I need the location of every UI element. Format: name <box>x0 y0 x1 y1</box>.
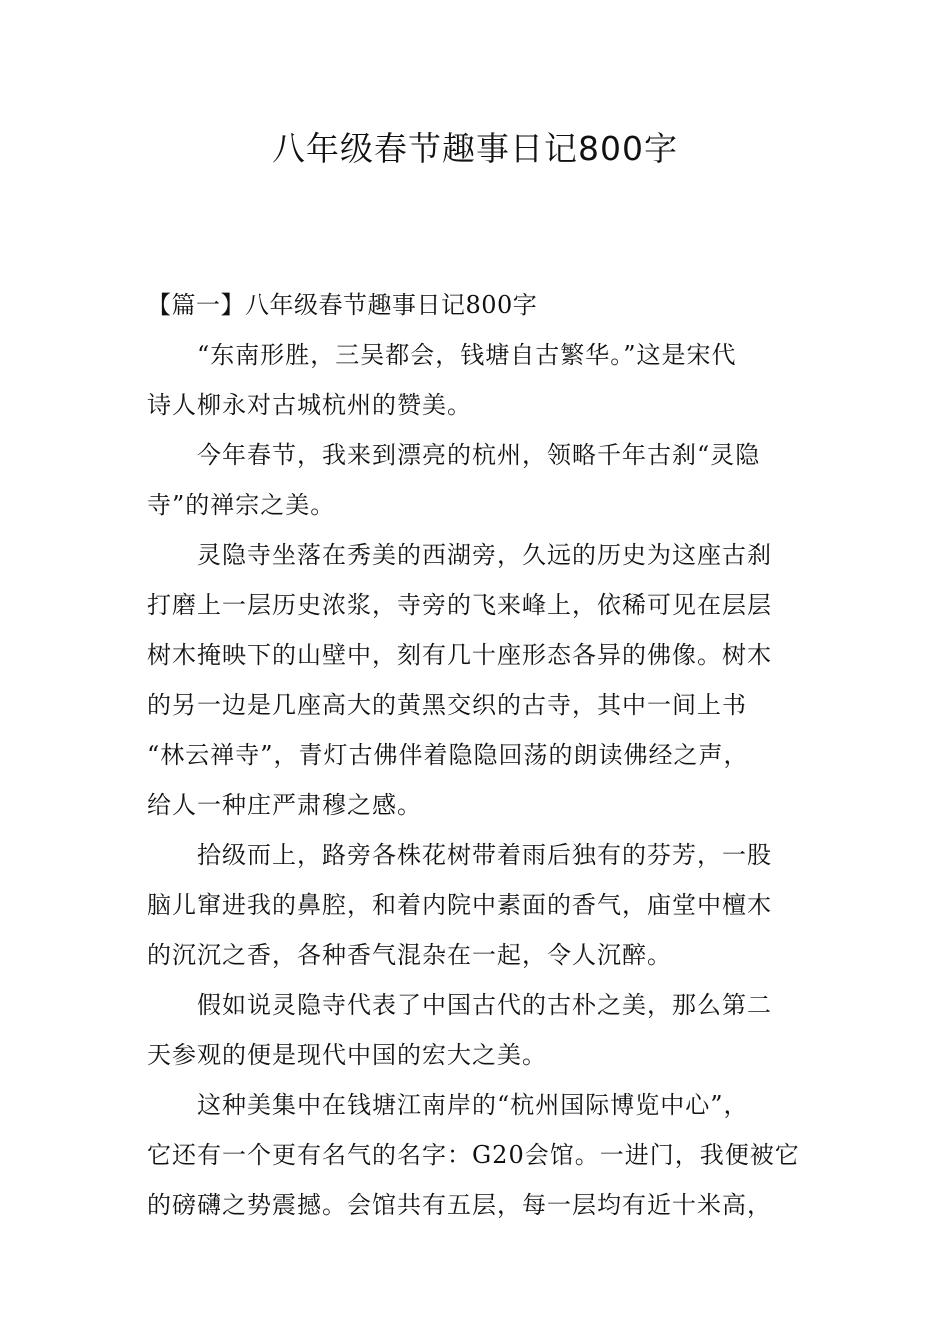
text-line: 树木掩映下的山壁中，刻有几十座形态各异的佛像。树木 <box>147 641 772 669</box>
text-line: 脑儿窜进我的鼻腔，和着内院中素面的香气，庙堂中檀木 <box>147 891 772 919</box>
text-line: 拾级而上，路旁各株花树带着雨后独有的芬芳，一股 <box>197 841 772 869</box>
text-line: “东南形胜，三吴都会，钱塘自古繁华。”这是宋代 <box>197 341 737 369</box>
text-line: 打磨上一层历史浓浆，寺旁的飞来峰上，依稀可见在层层 <box>147 591 772 619</box>
text-line: 诗人柳永对古城杭州的赞美。 <box>147 391 472 419</box>
text-line: 灵隐寺坐落在秀美的西湖旁，久远的历史为这座古刹 <box>197 541 772 569</box>
document-title: 八年级春节趣事日记800字 <box>272 129 678 168</box>
text-line: 天参观的便是现代中国的宏大之美。 <box>147 1041 547 1069</box>
text-line: 这种美集中在钱塘江南岸的“杭州国际博览中心”， <box>197 1091 749 1119</box>
text-line: 假如说灵隐寺代表了中国古代的古朴之美，那么第二 <box>197 991 772 1019</box>
text-line: 寺”的禅宗之美。 <box>147 491 336 519</box>
text-line: 的沉沉之香，各种香气混杂在一起，令人沉醉。 <box>147 941 672 969</box>
document-body <box>147 280 811 1230</box>
paragraph-lines <box>147 330 811 1230</box>
text-line: 给人一种庄严肃穆之感。 <box>147 791 422 819</box>
text-line: 今年春节，我来到漂亮的杭州，领略千年古刹“灵隐 <box>197 441 761 469</box>
text-line: 它还有一个更有名气的名字：G20会馆。一进门，我便被它 <box>147 1141 800 1169</box>
text-line: 的磅礴之势震撼。会馆共有五层，每一层均有近十米高， <box>147 1191 772 1219</box>
text-line: “林云禅寺”，青灯古佛伴着隐隐回荡的朗读佛经之声， <box>147 741 749 769</box>
text-line: 的另一边是几座高大的黄黑交织的古寺，其中一间上书 <box>147 691 747 719</box>
section-heading: 【篇一】八年级春节趣事日记800字 <box>147 291 538 319</box>
